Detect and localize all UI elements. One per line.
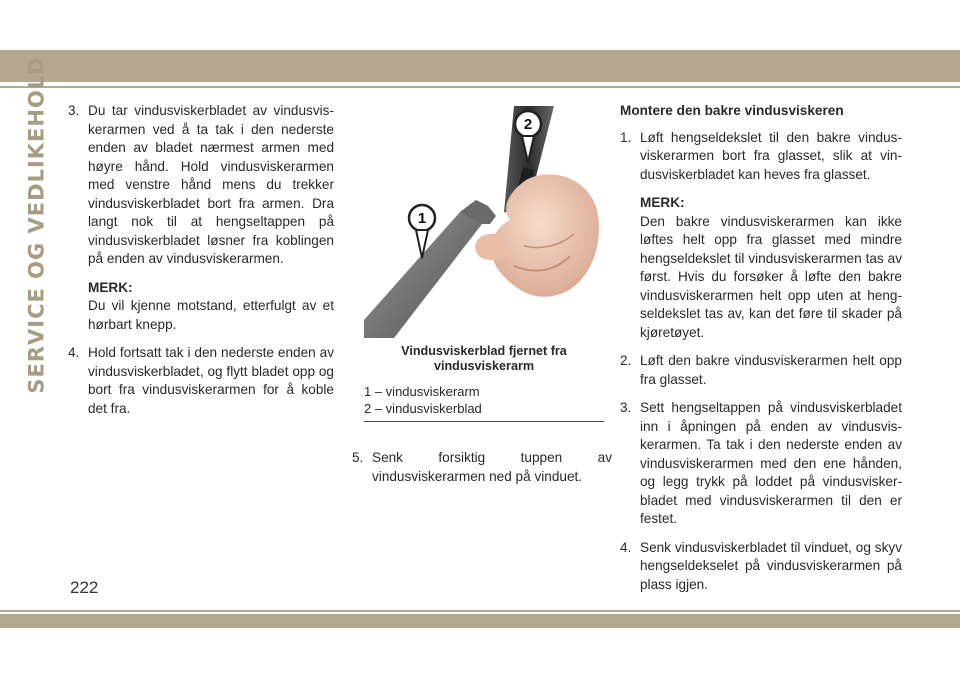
callout-1-label: 1 xyxy=(417,210,427,227)
install-step-4 xyxy=(620,539,902,595)
header-rule xyxy=(0,86,960,88)
step-number: 4. xyxy=(68,345,80,360)
step-text: Løft den bakre vindusviskerarmen helt opp fra glasset. xyxy=(640,353,902,387)
step-number: 5. xyxy=(352,450,364,465)
note xyxy=(640,194,902,342)
step-text: Hold fortsatt tak i den nederste enden av vindusviskerbladet, og flytt bladet opp og bort fra vindusviskerarmen for å koble det fra. xyxy=(88,345,334,416)
wiper-illustration xyxy=(364,106,604,338)
footer-rule xyxy=(0,610,960,612)
step-number: 2. xyxy=(620,353,632,368)
subsection-heading: Montere den bakre vindusviskeren xyxy=(620,103,844,118)
note-heading: MERK: xyxy=(640,195,685,210)
note xyxy=(88,279,334,335)
step-number: 3. xyxy=(68,103,80,118)
note-heading: MERK: xyxy=(88,279,133,295)
note-text: Den bakre vindusviskerarmen kan ikke løftes helt opp fra glasset med mindre hengseldekslet til vindusviskerarmen tas av først. Hvis du forsøker å løfte den bakre vindusviskerarmen helt opp uten at hengseldekslet tas av, kan det føre til skader på kjøretøyet. xyxy=(640,213,902,340)
step-3 xyxy=(68,102,334,269)
figure-caption: Vindusviskerblad fjernet fra vindusviskerarm xyxy=(401,344,567,373)
column-middle xyxy=(352,449,612,496)
install-step-1 xyxy=(620,129,902,185)
step-text: Du tar vindusviskerbladet av vindusviskerarmen ved å ta tak i den nederste enden av bladet nærmest armen med høyre hånd. Hold vindusviskerarmen med venstre hånd mens du trekker vindusviskerbladet bort fra armen. Dra langt nok til at hengseltappen på vindusviskerbladet løsner fra koblingen på enden av vindusviskerarmen. xyxy=(88,103,334,266)
header-band xyxy=(0,50,960,82)
figure-legend xyxy=(364,384,604,417)
step-text: Senk vindusviskerbladet til vinduet, og skyv hengseldekselet på vindusviskerarmen på plass igjen. xyxy=(640,539,902,592)
footer-band xyxy=(0,614,960,628)
column-right xyxy=(620,102,902,604)
step-5 xyxy=(352,449,612,486)
legend-rule xyxy=(364,421,604,422)
step-text: Senk forsiktig tuppen av vindusviskerarmen ned på vinduet. xyxy=(372,450,612,484)
install-step-3 xyxy=(620,399,902,529)
step-4 xyxy=(68,344,334,418)
legend-item-2: 2 – vindusviskerblad xyxy=(364,400,482,416)
note-text: Du vil kjenne motstand, etterfulgt av et hørbart knepp. xyxy=(88,298,334,332)
step-text: Løft hengseldekslet til den bakre vindusviskerarmen bort fra glasset, slik at vindusviskerbladet kan heves fra glasset. xyxy=(640,129,902,182)
wiper-figure xyxy=(364,106,604,338)
legend-item-1: 1 – vindusviskerarm xyxy=(364,384,480,399)
install-step-2 xyxy=(620,352,902,389)
section-title-text: SERVICE OG VEDLIKEHOLD xyxy=(25,56,50,394)
step-text: Sett hengseltappen på vindusviskerbladet inn i åpningen på enden av vindusviskerarmen. Ta tak i den nederste enden av vindusviskerarmen med den ene hånden, og legg trykk på loddet på vindusviskerbladet med vindusviskerarmen til den er festet. xyxy=(640,400,902,526)
callout-2-label: 2 xyxy=(523,116,533,133)
step-number: 3. xyxy=(620,400,632,415)
step-number: 4. xyxy=(620,539,632,555)
step-number: 1. xyxy=(620,129,632,145)
column-left xyxy=(68,102,334,428)
section-title xyxy=(22,56,52,394)
page-number: 222 xyxy=(70,578,99,597)
